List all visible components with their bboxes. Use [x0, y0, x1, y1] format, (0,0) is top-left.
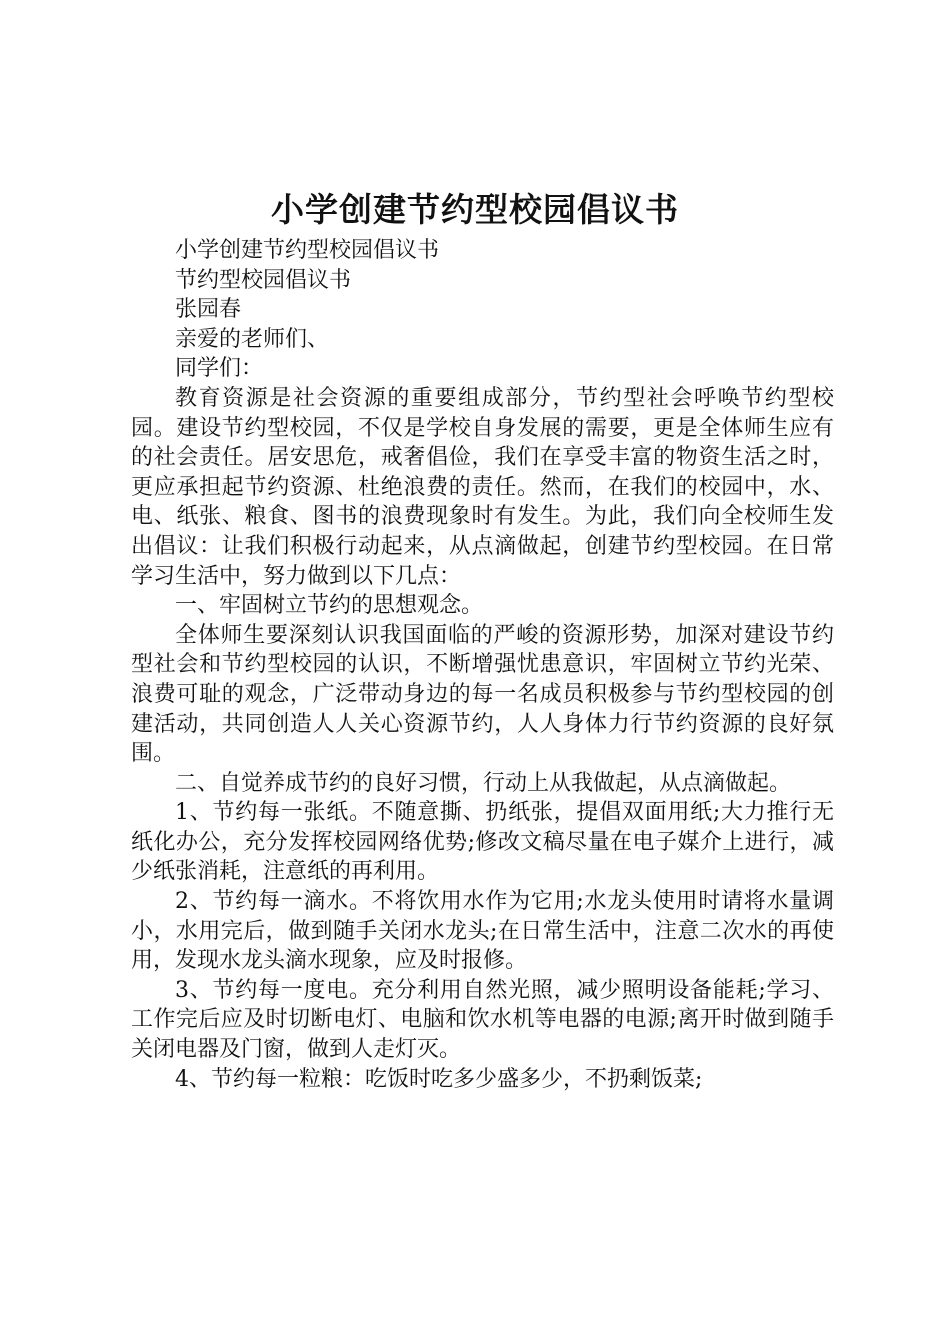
list-item: 4、节约每一粒粮：吃饭时吃多少盛多少，不扔剩饭菜; — [175, 1066, 703, 1092]
body-paragraph: 教育资源是社会资源的重要组成部分，节约型社会呼唤节约型校园。建设节约型校园，不仅是学校自身发展的需要，更是全体师生应有的社会责任。居安思危，戒奢倡俭，我们在享受丰富的物资生活之时，更应承担起节约资源、杜绝浪费的责任。然而，在我们的校园中，水、电、纸张、粮食、图书的浪费现象时有发生。为此，我们向全校师生发出倡议：让我们积极行动起来，从点滴做起，创建节约型校园。在日常学习生活中，努力做到以下几点： — [131, 385, 834, 589]
subtitle-line: 节约型校园倡议书 — [175, 267, 352, 293]
document-title: 小学创建节约型校园倡议书 — [271, 190, 679, 229]
list-item: 1、节约每一张纸。不随意撕、扔纸张，提倡双面用纸;大力推行无纸化办公，充分发挥校园网络优势;修改文稿尽量在电子媒介上进行，减少纸张消耗，注意纸的再利用。 — [131, 800, 834, 885]
list-item: 2、节约每一滴水。不将饮用水作为它用;水龙头使用时请将水量调小，水用完后，做到随手关闭水龙头;在日常生活中，注意二次水的再使用，发现水龙头滴水现象，应及时报修。 — [131, 889, 834, 974]
salutation-line: 同学们： — [175, 356, 264, 382]
body-paragraph: 全体师生要深刻认识我国面临的严峻的资源形势，加深对建设节约型社会和节约型校园的认识，不断增强忧患意识，牢固树立节约光荣、浪费可耻的观念，广泛带动身边的每一名成员积极参与节约型校园的创建活动，共同创造人人关心资源节约，人人身体力行节约资源的良好氛围。 — [131, 622, 834, 767]
list-item: 3、节约每一度电。充分利用自然光照，减少照明设备能耗;学习、工作完后应及时切断电灯、电脑和饮水机等电器的电源;离开时做到随手关闭电器及门窗，做到人走灯灭。 — [131, 977, 834, 1063]
subtitle-line: 小学创建节约型校园倡议书 — [175, 238, 440, 263]
author-line: 张园春 — [175, 297, 242, 323]
document-body — [131, 236, 834, 1094]
section-heading: 一、牢固树立节约的思想观念。 — [175, 593, 484, 619]
salutation-line: 亲爱的老师们、 — [175, 326, 330, 352]
section-heading: 二、自觉养成节约的良好习惯，行动上从我做起，从点滴做起。 — [175, 770, 792, 796]
